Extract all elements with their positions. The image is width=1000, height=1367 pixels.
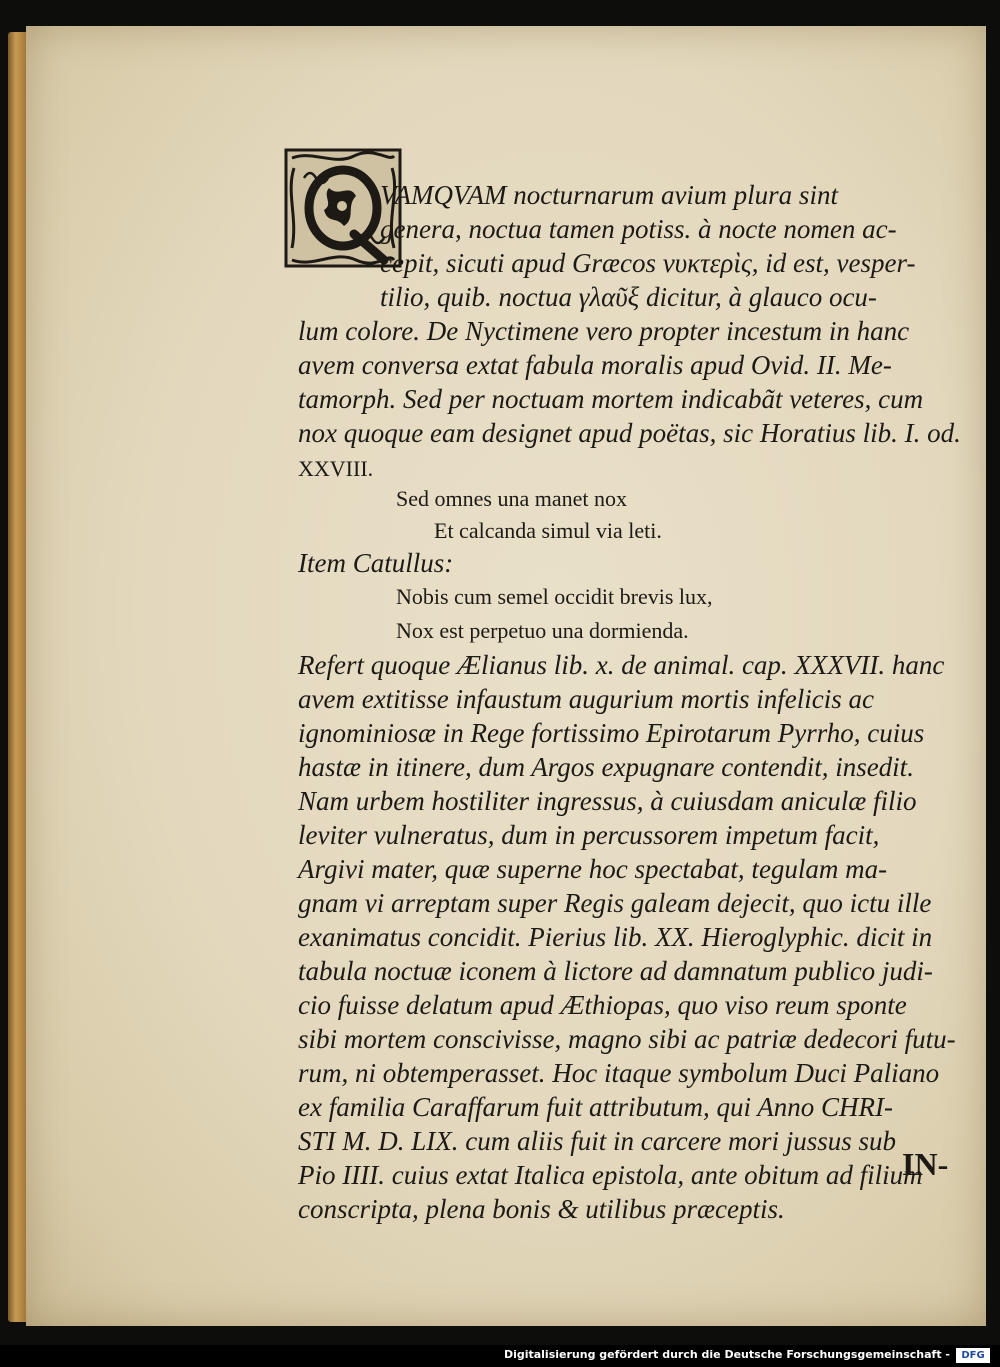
text-line: tamorph. Sed per noctuam mortem indicabãt veteres, cum [298,384,924,414]
text-line: Pio IIII. cuius extat Italica epistola, ante obitum ad filium [298,1160,923,1190]
text-line: ex familia Caraffarum fuit attributum, qui Anno CHRI- [298,1092,894,1122]
text-line: cio fuisse delatum apud Æthiopas, quo viso reum sponte [298,990,907,1020]
text-line: nox quoque eam designet apud poëtas, sic Horatius lib. I. od. [298,418,961,448]
text-line: sibi mortem conscivisse, magno sibi ac patriæ dedecori futu- [298,1024,956,1054]
text-line: VAMQVAM nocturnarum avium plura sint [380,180,838,210]
footer-credit: Digitalisierung gefördert durch die Deutsche Forschungsgemeinschaft - [503,1348,950,1361]
text-line: gnam vi arreptam super Regis galeam dejecit, quo ictu ille [298,888,932,918]
text-line: STI M. D. LIX. cum aliis fuit in carcere mori jussus sub [298,1126,896,1156]
text-line: Item Catullus: [298,548,454,578]
text-line: avem extitisse infaustum augurium mortis infelicis ac [298,684,874,714]
text-line: avem conversa extat fabula moralis apud Ovid. II. Me- [298,350,892,380]
verse-line: Et calcanda simul via leti. [434,518,662,543]
text-line: lum colore. De Nyctimene vero propter incestum in hanc [298,316,910,346]
text-line: rum, ni obtemperasset. Hoc itaque symbolum Duci Paliano [298,1058,940,1088]
footer-bar [0,1345,1000,1367]
verse-line: Nox est perpetuo una dormienda. [396,618,689,643]
text-line: cepit, sicuti apud Græcos νυκτερὶς, id est, vesper- [380,248,916,278]
text-line: exanimatus concidit. Pierius lib. XX. Hieroglyphic. dicit in [298,922,933,952]
text-line: ignominiosæ in Rege fortissimo Epirotarum Pyrrho, cuius [298,718,925,748]
text-line: conscripta, plena bonis & utilibus præceptis. [298,1194,785,1224]
verse-line: Sed omnes una manet nox [396,486,627,511]
text-line: Refert quoque Ælianus lib. x. de animal. cap. XXXVII. hanc [298,650,945,680]
text-line: tilio, quib. noctua γλαῦξ dicitur, à glauco ocu- [380,282,877,312]
text-line: XXVIII. [298,456,374,481]
text-line: Nam urbem hostiliter ingressus, à cuiusdam aniculæ filio [298,786,917,816]
catchword: IN- [902,1146,949,1182]
text-line: Argivi mater, quæ superne hoc spectabat, tegulam ma- [298,854,888,884]
text-line: genera, noctua tamen potiss. à nocte nomen ac- [380,214,897,244]
dfg-logo-icon: DFG [956,1348,990,1363]
text-line: hastæ in itinere, dum Argos expugnare contendit, insedit. [298,752,914,782]
verse-line: Nobis cum semel occidit brevis lux, [396,584,713,609]
book-page [26,26,986,1326]
text-line: leviter vulneratus, dum in percussorem impetum facit, [298,820,880,850]
page-text [26,26,986,1326]
text-line: tabula noctuæ iconem à lictore ad damnatum publico judi- [298,956,933,986]
